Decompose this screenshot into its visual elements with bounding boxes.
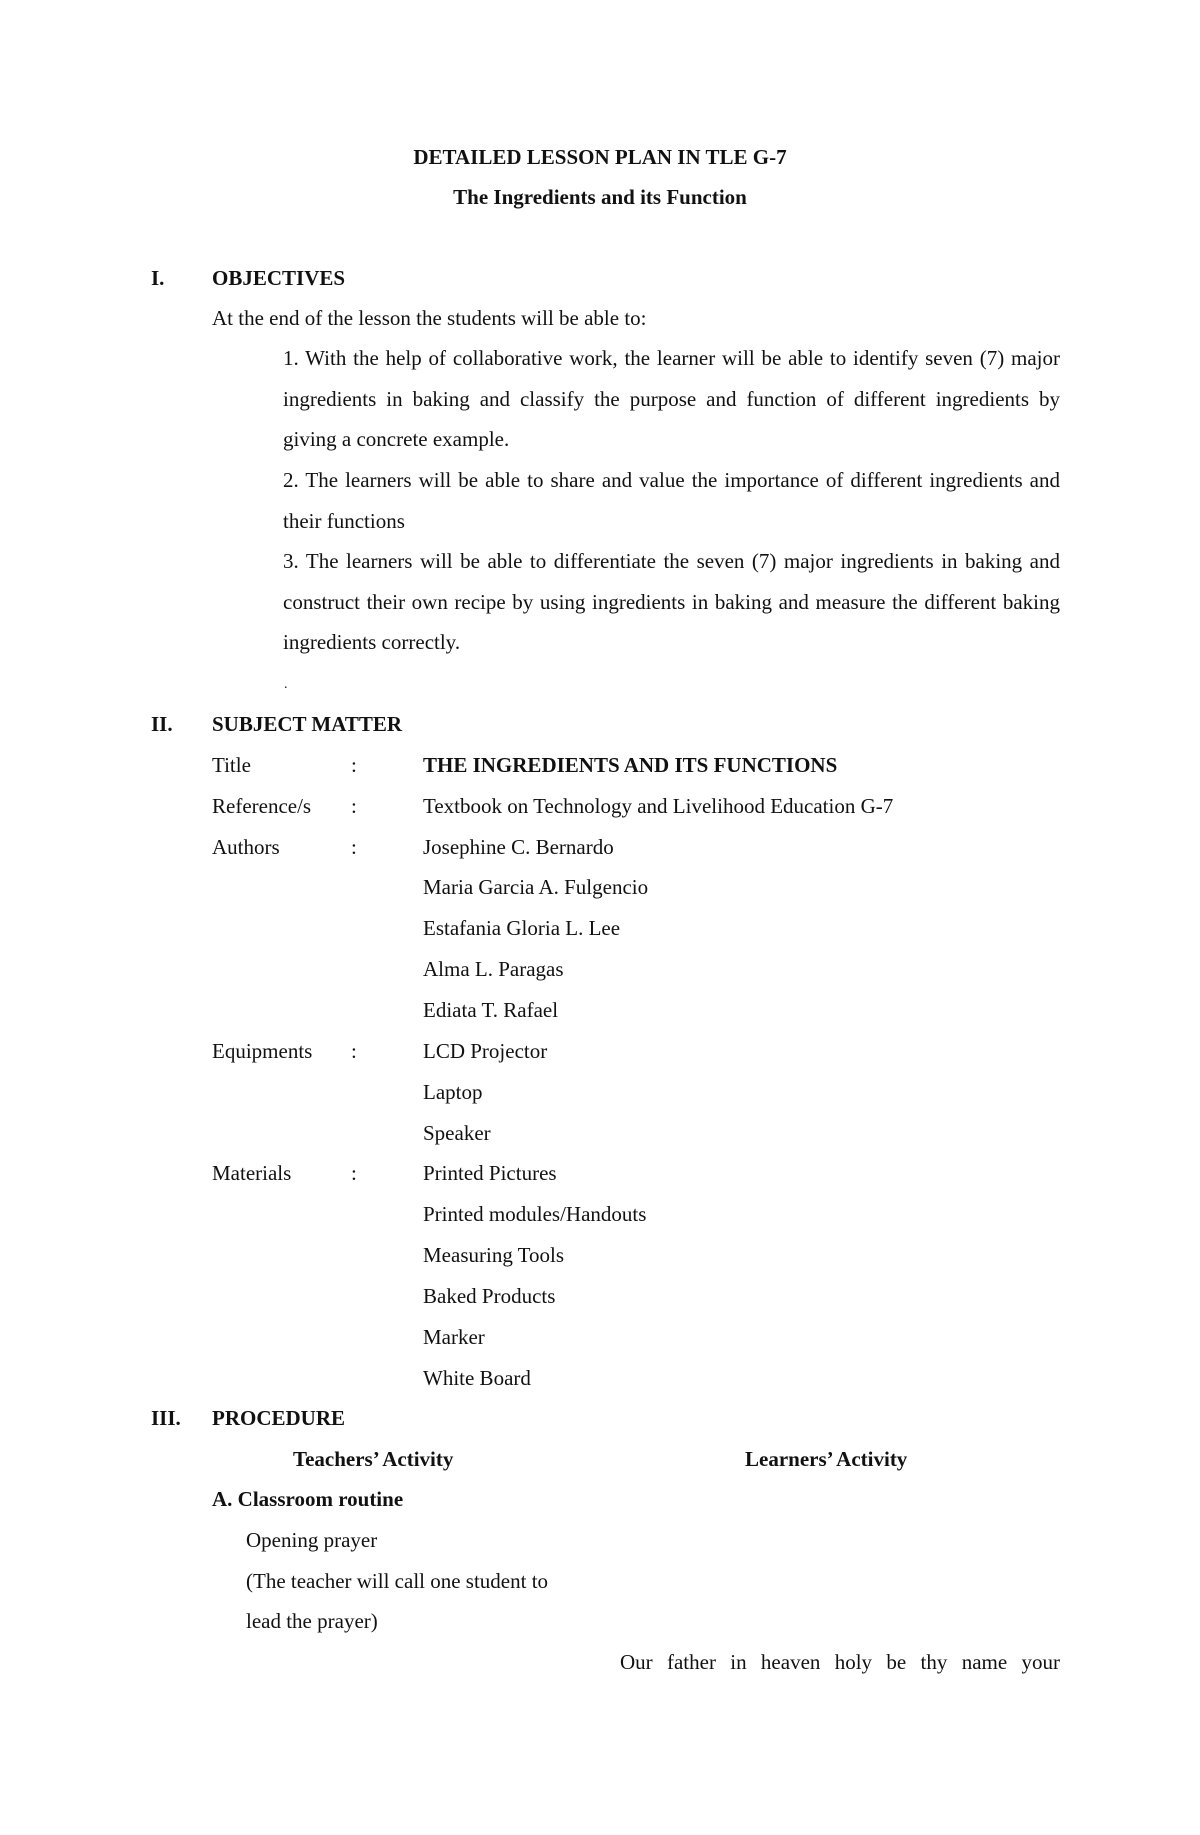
row-label-title: Title [212,753,251,777]
teacher-note: lead the prayer) [246,1609,378,1633]
procedure-step-a: A. Classroom routine [212,1487,404,1511]
document-subtitle: The Ingredients and its Function [453,185,747,209]
section-heading-procedure: PROCEDURE [212,1406,346,1430]
material-item: Measuring Tools [423,1243,565,1267]
row-colon: : [351,753,357,777]
row-label-authors: Authors [212,835,280,859]
objectives-intro: At the end of the lesson the students will be able to: [212,306,647,330]
author-item: Ediata T. Rafael [423,998,559,1022]
stray-mark: . [284,677,288,692]
objective-item-1: 1. With the help of collaborative work, the learner will be able to identify seven (7) major ingredients in baking and classify the purpose and function of different ingredients by giving a concrete example. [283,346,1060,451]
material-item: White Board [423,1366,531,1390]
section-numeral-procedure: III. [151,1406,181,1430]
equipment-item: Laptop [423,1080,483,1104]
material-item: Printed Pictures [423,1161,557,1185]
author-item: Josephine C. Bernardo [423,835,614,859]
row-value-title: THE INGREDIENTS AND ITS FUNCTIONS [423,753,838,777]
objective-item-2: 2. The learners will be able to share and value the importance of different ingredients and their functions [283,468,1060,533]
row-colon: : [351,794,357,818]
objective-item-3: 3. The learners will be able to differentiate the seven (7) major ingredients in baking and construct their own recipe by using ingredients in baking and measure the different baking ingredients correctly. [283,549,1060,654]
section-numeral-subject-matter: II. [151,712,173,736]
section-numeral-objectives: I. [151,266,165,290]
opening-prayer: Opening prayer [246,1528,378,1552]
equipment-item: LCD Projector [423,1039,548,1063]
row-label-equipments: Equipments [212,1039,313,1063]
author-item: Estafania Gloria L. Lee [423,916,621,940]
material-item: Marker [423,1325,485,1349]
material-item: Printed modules/Handouts [423,1202,647,1226]
column-header-learner: Learners’ Activity [745,1447,908,1471]
material-item: Baked Products [423,1284,556,1308]
teacher-note: (The teacher will call one student to [246,1569,549,1593]
author-item: Maria Garcia A. Fulgencio [423,875,649,899]
row-colon: : [351,835,357,859]
row-colon: : [351,1039,357,1063]
author-item: Alma L. Paragas [423,957,564,981]
column-header-teacher: Teachers’ Activity [293,1447,454,1471]
row-value-references: Textbook on Technology and Livelihood Education G-7 [423,794,894,818]
section-heading-objectives: OBJECTIVES [212,266,346,290]
row-label-references: Reference/s [212,794,312,818]
section-heading-subject-matter: SUBJECT MATTER [212,712,403,736]
document-title: DETAILED LESSON PLAN IN TLE G-7 [413,145,787,169]
learner-response: Our father in heaven holy be thy name your [620,1650,1060,1674]
row-colon: : [351,1161,357,1185]
row-label-materials: Materials [212,1161,292,1185]
equipment-item: Speaker [423,1121,491,1145]
